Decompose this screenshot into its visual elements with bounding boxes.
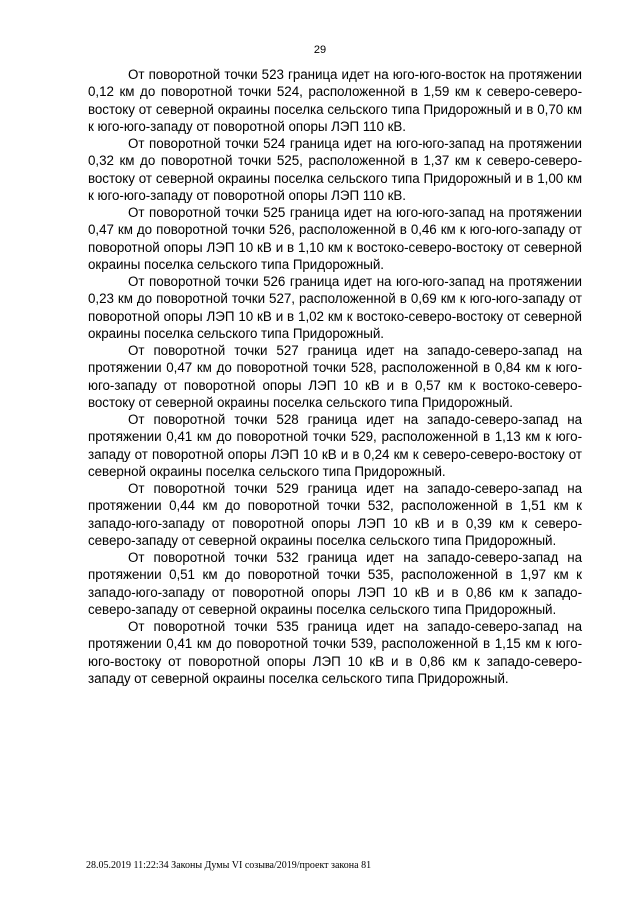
paragraph-point-532: От поворотной точки 532 граница идет на западо-северо-запад на протяжении 0,51 км до поворотной точки 535, расположенной в 1,97 км к западо-юго-западу от поворотной опоры ЛЭП 10 кВ и в 0,86 км к западо-северо-западу от северной окраины поселка сельского типа Придорожный. [88,550,582,617]
paragraph-point-527: От поворотной точки 527 граница идет на западо-северо-запад на протяжении 0,47 км до поворотной точки 528, расположенной в 0,84 км к юго-юго-западу от поворотной опоры ЛЭП 10 кВ и в 0,57 км к востоко-северо-востоку от северной окраины поселка сельского типа Придорожный. [88,343,582,410]
document-footer: 28.05.2019 11:22:34 Законы Думы VI созыва/2019/проект закона 81 [86,860,372,871]
paragraph-point-535: От поворотной точки 535 граница идет на западо-северо-запад на протяжении 0,41 км до поворотной точки 539, расположенной в 1,15 км к юго-юго-востоку от поворотной опоры ЛЭП 10 кВ и в 0,86 км к западо-северо-западу от северной окраины поселка сельского типа Придорожный. [88,619,582,686]
paragraph-point-528: От поворотной точки 528 граница идет на западо-северо-запад на протяжении 0,41 км до поворотной точки 529, расположенной в 1,13 км к юго-западу от поворотной опоры ЛЭП 10 кВ и в 0,24 км к северо-северо-востоку от северной окраины поселка сельского типа Придорожный. [88,412,582,479]
paragraph-point-525: От поворотной точки 525 граница идет на юго-юго-запад на протяжении 0,47 км до поворотной точки 526, расположенной в 0,46 км к юго-юго-западу от поворотной опоры ЛЭП 10 кВ и в 1,10 км к востоко-северо-востоку от северной окраины поселка сельского типа Придорожный. [88,205,582,272]
paragraph-point-523: От поворотной точки 523 граница идет на юго-юго-восток на протяжении 0,12 км до поворотной точки 524, расположенной в 1,59 км к северо-северо-востоку от северной окраины поселка сельского типа Придорожный и в 0,70 км к юго-юго-западу от поворотной опоры ЛЭП 110 кВ. [88,67,582,134]
document-body [88,66,582,687]
page-number: 29 [313,44,327,56]
paragraph-point-524: От поворотной точки 524 граница идет на юго-юго-запад на протяжении 0,32 км до поворотной точки 525, расположенной в 1,37 км к северо-северо-востоку от северной окраины поселка сельского типа Придорожный и в 1,00 км к юго-юго-западу от поворотной опоры ЛЭП 110 кВ. [88,136,582,203]
paragraph-point-526: От поворотной точки 526 граница идет на юго-юго-запад на протяжении 0,23 км до поворотной точки 527, расположенной в 0,69 км к юго-юго-западу от поворотной опоры ЛЭП 10 кВ и в 1,02 км к востоко-северо-востоку от северной окраины поселка сельского типа Придорожный. [88,274,582,341]
paragraph-point-529: От поворотной точки 529 граница идет на западо-северо-запад на протяжении 0,44 км до поворотной точки 532, расположенной в 1,51 км к западо-юго-западу от поворотной опоры ЛЭП 10 кВ и в 0,39 км к северо-северо-западу от северной окраины поселка сельского типа Придорожный. [88,481,582,548]
